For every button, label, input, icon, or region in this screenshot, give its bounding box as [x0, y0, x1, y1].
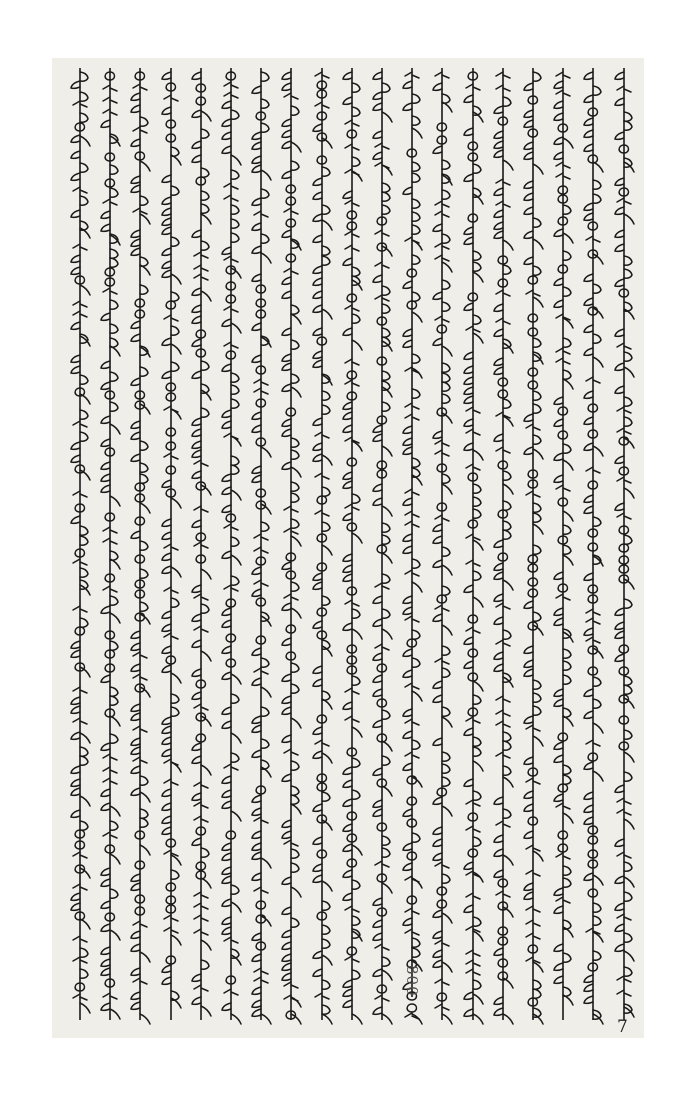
- script-column: [126, 62, 154, 1028]
- script-column-glyphs: [157, 62, 185, 1028]
- script-column: [489, 62, 517, 1028]
- script-column-glyphs: [489, 62, 517, 1028]
- script-column: [308, 62, 336, 1028]
- script-column-glyphs: [96, 62, 124, 1028]
- script-column-glyphs: [126, 62, 154, 1028]
- script-column: [187, 62, 215, 1028]
- script-column: [398, 62, 426, 1028]
- script-column: [579, 62, 607, 1028]
- script-column-glyphs: [398, 62, 426, 1028]
- script-column: [96, 62, 124, 1028]
- script-column: [549, 62, 577, 1028]
- script-column-glyphs: [459, 62, 487, 1028]
- script-column: [338, 62, 366, 1028]
- script-column: [428, 62, 456, 1028]
- script-column-glyphs: [338, 62, 366, 1028]
- script-column: [277, 62, 305, 1028]
- script-column-glyphs: [428, 62, 456, 1028]
- script-column-glyphs: [519, 62, 547, 1028]
- script-column: [217, 62, 245, 1028]
- script-column-glyphs: [217, 62, 245, 1028]
- script-column: [519, 62, 547, 1028]
- script-column: [368, 62, 396, 1028]
- script-column: [66, 62, 94, 1028]
- inline-numeral: 800: [403, 965, 422, 997]
- script-column: [157, 62, 185, 1028]
- script-column-glyphs: [247, 62, 275, 1028]
- script-column-glyphs: [277, 62, 305, 1028]
- script-column: [459, 62, 487, 1028]
- script-column-glyphs: [308, 62, 336, 1028]
- text-columns: [62, 62, 634, 1028]
- script-column-glyphs: [368, 62, 396, 1028]
- script-column-glyphs: [187, 62, 215, 1028]
- script-column-glyphs: [579, 62, 607, 1028]
- script-column: [247, 62, 275, 1028]
- page-number: 7: [617, 1017, 628, 1037]
- script-column-glyphs: [66, 62, 94, 1028]
- script-column-glyphs: [610, 62, 638, 1028]
- script-column-glyphs: [549, 62, 577, 1028]
- script-column: [610, 62, 638, 1028]
